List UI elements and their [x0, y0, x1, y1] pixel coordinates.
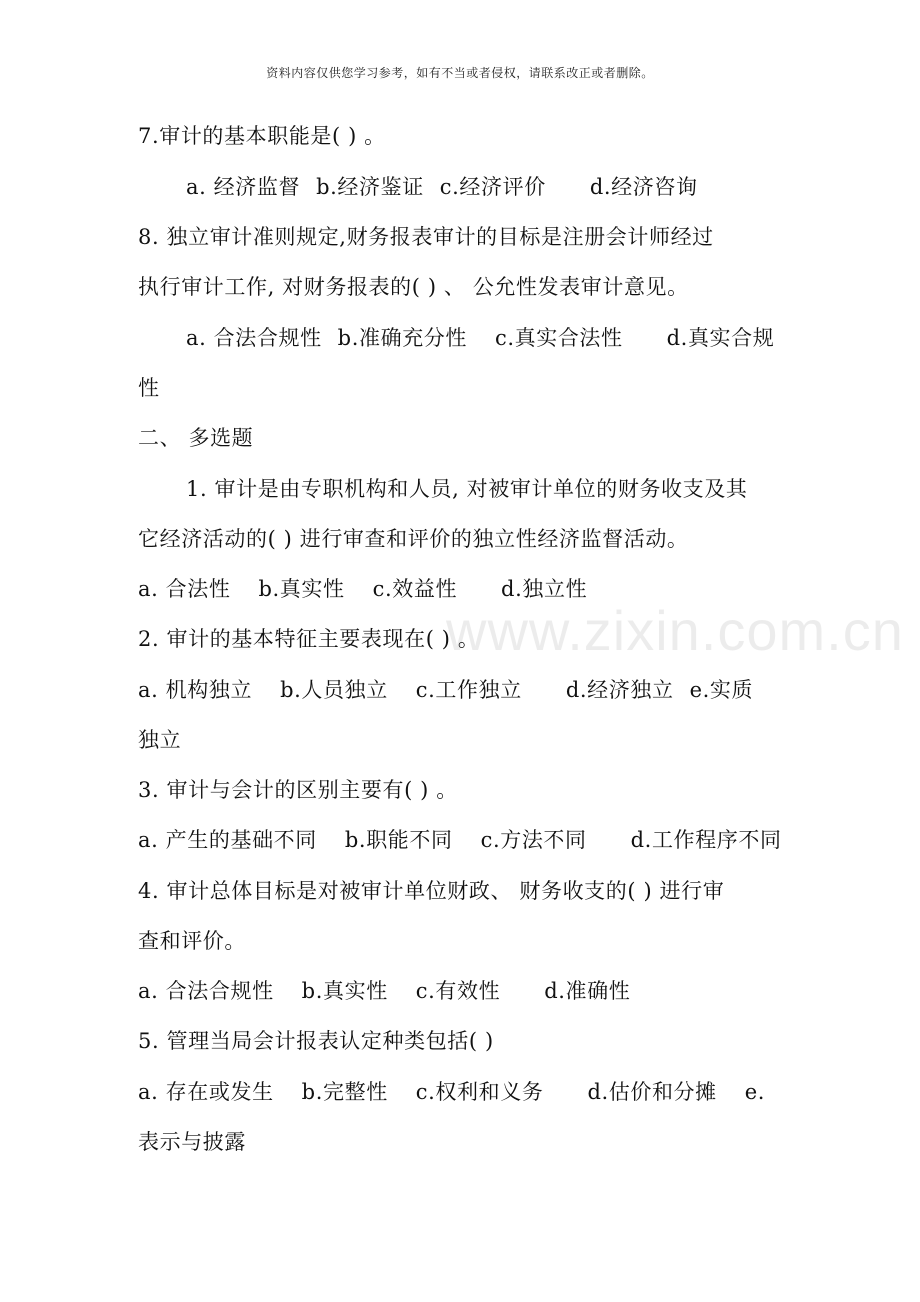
option-a: a. 合法合规性	[138, 979, 274, 1003]
option-c: c.有效性	[415, 979, 501, 1003]
question-8-line-1: 8. 独立审计准则规定,财务报表审计的目标是注册会计师经过	[138, 225, 714, 249]
option-b: b.经济鉴证	[316, 175, 424, 199]
option-e: e.	[744, 1080, 766, 1104]
question-7-options	[186, 172, 846, 202]
option-a: a. 产生的基础不同	[138, 828, 317, 852]
option-a: a. 经济监督	[186, 175, 301, 199]
option-c: c.经济评价	[439, 175, 546, 199]
option-a: a. 合法合规性	[186, 326, 322, 350]
mc-question-1-options	[138, 574, 798, 604]
option-d: d.经济咨询	[589, 175, 698, 199]
option-b: b.真实性	[258, 577, 345, 601]
mc-question-4-line-2: 查和评价。	[138, 929, 246, 953]
question-7: 7.审计的基本职能是( ) 。	[138, 124, 386, 148]
option-a: a. 合法性	[138, 577, 231, 601]
watermark: www.zixin.com.cn	[446, 599, 904, 662]
option-d: d.真实合规	[666, 326, 775, 350]
option-d: d.工作程序不同	[630, 828, 782, 852]
mc-question-2-options	[138, 675, 798, 705]
option-a: a. 存在或发生	[138, 1080, 274, 1104]
option-e: e.实质	[689, 678, 754, 702]
option-d: d.准确性	[544, 979, 631, 1003]
option-c: c.方法不同	[480, 828, 587, 852]
option-b: b.人员独立	[280, 678, 388, 702]
mc-question-2-options-wrap: 独立	[138, 728, 182, 752]
mc-question-3: 3. 审计与会计的区别主要有( ) 。	[138, 778, 458, 802]
option-b: b.完整性	[301, 1080, 388, 1104]
option-c: c.效益性	[372, 577, 458, 601]
mc-question-1-line-2: 它经济活动的( ) 进行审查和评价的独立性经济监督活动。	[138, 527, 689, 551]
option-c: c.权利和义务	[415, 1080, 544, 1104]
option-d: d.经济独立	[565, 678, 674, 702]
option-b: b.职能不同	[344, 828, 453, 852]
question-8-options-wrap: 性	[138, 376, 160, 400]
option-a: a. 机构独立	[138, 678, 253, 702]
header-disclaimer: 资料内容仅供您学习参考，如有不当或者侵权，请联系改正或者删除。	[266, 66, 654, 80]
mc-question-4-options	[138, 976, 798, 1006]
question-8-options	[186, 323, 846, 353]
option-b: b.真实性	[301, 979, 388, 1003]
mc-question-4-line-1: 4. 审计总体目标是对被审计单位财政、 财务收支的( ) 进行审	[138, 879, 725, 903]
option-c: c.真实合法性	[495, 326, 623, 350]
mc-question-1-line-1: 1. 审计是由专职机构和人员, 对被审计单位的财务收支及其	[186, 477, 748, 501]
mc-question-2: 2. 审计的基本特征主要表现在( ) 。	[138, 627, 480, 651]
option-c: c.工作独立	[415, 678, 522, 702]
question-8-line-2: 执行审计工作, 对财务报表的( ) 、 公允性发表审计意见。	[138, 275, 689, 299]
option-d: d.独立性	[501, 577, 588, 601]
mc-question-5: 5. 管理当局会计报表认定种类包括( )	[138, 1029, 494, 1053]
mc-question-5-options-wrap: 表示与披露	[138, 1130, 246, 1154]
option-d: d.估价和分摊	[587, 1080, 717, 1104]
option-b: b.准确充分性	[337, 326, 467, 350]
section-heading-multiple-choice: 二、 多选题	[138, 426, 254, 450]
mc-question-5-options	[138, 1077, 798, 1107]
mc-question-3-options	[138, 825, 798, 855]
